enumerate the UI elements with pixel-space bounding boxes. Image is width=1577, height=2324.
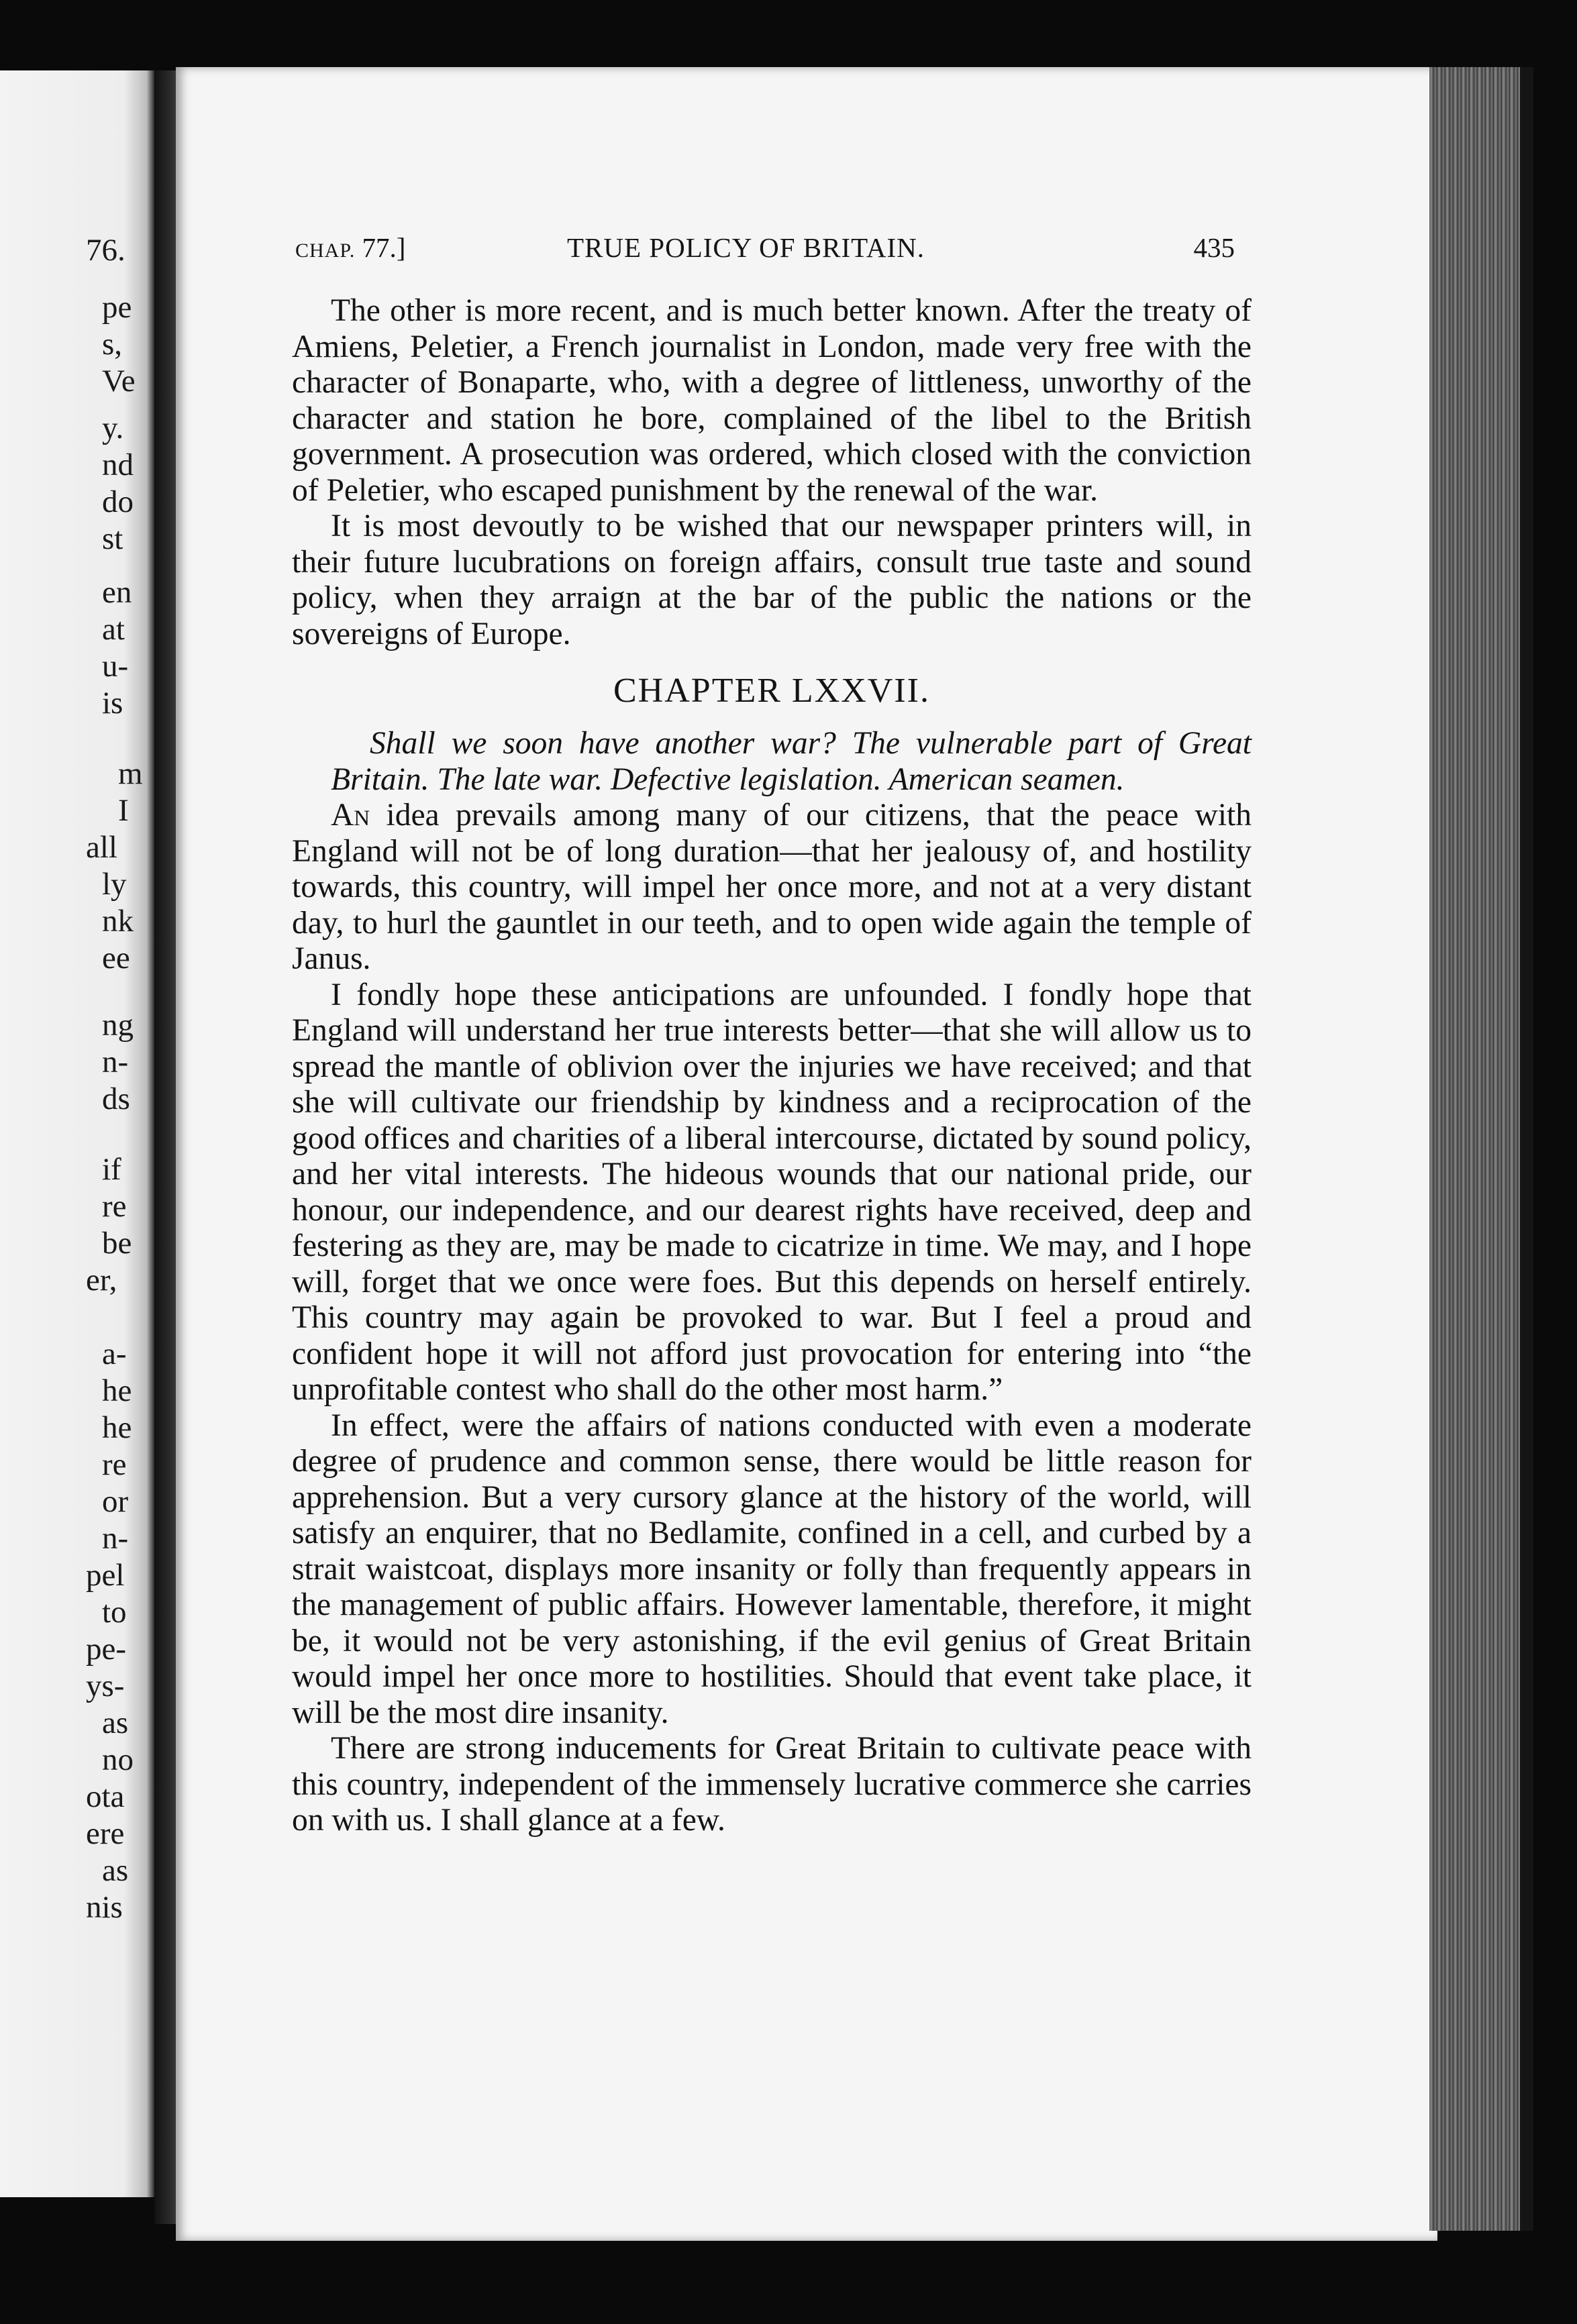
paragraph: It is most devoutly to be wished that our newspaper printers will, in their future lucubrations on foreign affairs, consult true taste and sound policy, when they arraign at the bar of the public the nations or the sovereigns of Europe. bbox=[292, 509, 1252, 651]
facing-page-text: at bbox=[102, 612, 125, 647]
facing-page-text: as bbox=[102, 1705, 129, 1740]
facing-page-text: pe bbox=[102, 290, 132, 325]
page-number: 435 bbox=[1193, 232, 1235, 263]
opening-word: An bbox=[331, 798, 370, 833]
chapter-number: 77.] bbox=[362, 232, 406, 263]
facing-page-text: u- bbox=[102, 649, 129, 684]
chapter-title: CHAPTER LXXVII. bbox=[613, 672, 930, 710]
page-edges bbox=[1429, 67, 1533, 2231]
facing-page-fragment bbox=[0, 70, 154, 2197]
facing-page-text: do bbox=[102, 484, 134, 519]
facing-page-text: all bbox=[86, 830, 117, 865]
running-title: TRUE POLICY OF BRITAIN. bbox=[567, 232, 925, 263]
facing-page-text: a- bbox=[102, 1336, 127, 1371]
facing-page-text: nd bbox=[102, 447, 134, 482]
paragraph: The other is more recent, and is much better known. After the treaty of Amiens, Peletier, a French journalist in London, made very free with the character of Bonaparte, who, with a degree of littleness, unworthy of the character and station he bore, complained of the libel to the British government. A prosecution was ordered, which closed with the conviction of Peletier, who escaped punishment by the renewal of the war. bbox=[292, 293, 1252, 508]
facing-page-text: re bbox=[102, 1447, 127, 1482]
facing-page-text: if bbox=[102, 1152, 121, 1187]
facing-page-text: is bbox=[102, 686, 123, 721]
facing-page-text: pe- bbox=[86, 1632, 127, 1667]
facing-page-text: nk bbox=[102, 904, 134, 939]
facing-page-text: n- bbox=[102, 1045, 129, 1079]
running-head bbox=[295, 231, 1235, 272]
facing-page-text: ota bbox=[86, 1779, 125, 1814]
facing-page-text: he bbox=[102, 1410, 132, 1445]
facing-page-text: ly bbox=[102, 867, 127, 902]
facing-page-text: he bbox=[102, 1373, 132, 1408]
facing-page-text: re bbox=[102, 1189, 127, 1224]
facing-page-text: en bbox=[102, 575, 132, 610]
facing-page-text: ys- bbox=[86, 1669, 125, 1703]
facing-page-text: Ve bbox=[102, 364, 136, 399]
facing-page-text: to bbox=[102, 1595, 127, 1630]
paragraph: There are strong inducements for Great Britain to cultivate peace with this country, independent of the immensely lucrative commerce she carries on with us. I shall glance at a few. bbox=[292, 1731, 1252, 1838]
facing-page-text: ere bbox=[86, 1816, 125, 1851]
facing-page-text: or bbox=[102, 1484, 129, 1519]
facing-page-text: be bbox=[102, 1226, 132, 1261]
chapter-prefix: CHAP. bbox=[295, 240, 356, 262]
paragraph: I fondly hope these anticipations are unfounded. I fondly hope that England will understand her true interests better—that she will allow us to spread the mantle of oblivion over the injuries we have received; and that she will cultivate our friendship by kindness and a reciprocation of the good offices and charities of a liberal intercourse, dictated by sound policy, and her vital interests. The hideous wounds that our national pride, our honour, our independence, and our dearest rights have received, deep and festering as they are, may be made to cicatrize in time. We may, and I hope will, forget that we once were foes. But this depends on herself entirely. This country may again be provoked to war. But I feel a proud and confident hope it will not afford just provocation for entering into “the unprofitable contest who shall do the other most harm.” bbox=[292, 977, 1252, 1407]
facing-page-text: er, bbox=[86, 1263, 117, 1298]
chapter-summary: Shall we soon have another war? The vulnerable part of Great Britain. The late war. Defective legislation. American seamen. bbox=[331, 726, 1252, 797]
facing-page-text: ee bbox=[102, 941, 130, 975]
facing-page-text: st bbox=[102, 521, 123, 556]
page-body bbox=[292, 293, 1252, 1839]
facing-page-text: n- bbox=[102, 1521, 129, 1556]
paragraph: In effect, were the affairs of nations conducted with even a moderate degree of prudence and common sense, there would be little reason for apprehension. But a very cursory glance at the history of the world, will satisfy an enquirer, that no Bedlamite, confined in a cell, and curbed by a strait waistcoat, displays more insanity or folly than frequently appears in the management of public affairs. However lamentable, therefore, it might be, it would not be very astonishing, if the evil genius of Great Britain would impel her once more to hostilities. Should that event take place, it will be the most dire insanity. bbox=[292, 1408, 1252, 1730]
facing-page-text: as bbox=[102, 1853, 129, 1888]
facing-page-text: s, bbox=[102, 327, 123, 362]
facing-page-text: pel bbox=[86, 1558, 125, 1593]
facing-page-text: 76. bbox=[86, 233, 125, 268]
opening-text: idea prevails among many of our citizens, that the peace with England will not be of long duration—that her jealousy of, and hostility towards, this country, will impel her once more, and not at a very distant day, to hurl the gauntlet in our teeth, and to open wide again the temple of Janus. bbox=[292, 798, 1252, 976]
facing-page-text: ds bbox=[102, 1081, 130, 1116]
facing-page-text: y. bbox=[102, 411, 124, 445]
chapter-ref bbox=[295, 231, 405, 264]
facing-page-text: m bbox=[118, 756, 143, 791]
facing-page-text: no bbox=[102, 1742, 134, 1777]
facing-page-text: ng bbox=[102, 1008, 134, 1043]
opening-paragraph bbox=[292, 798, 1252, 978]
facing-page-text: I bbox=[118, 793, 129, 828]
facing-page-text: nis bbox=[86, 1890, 123, 1925]
